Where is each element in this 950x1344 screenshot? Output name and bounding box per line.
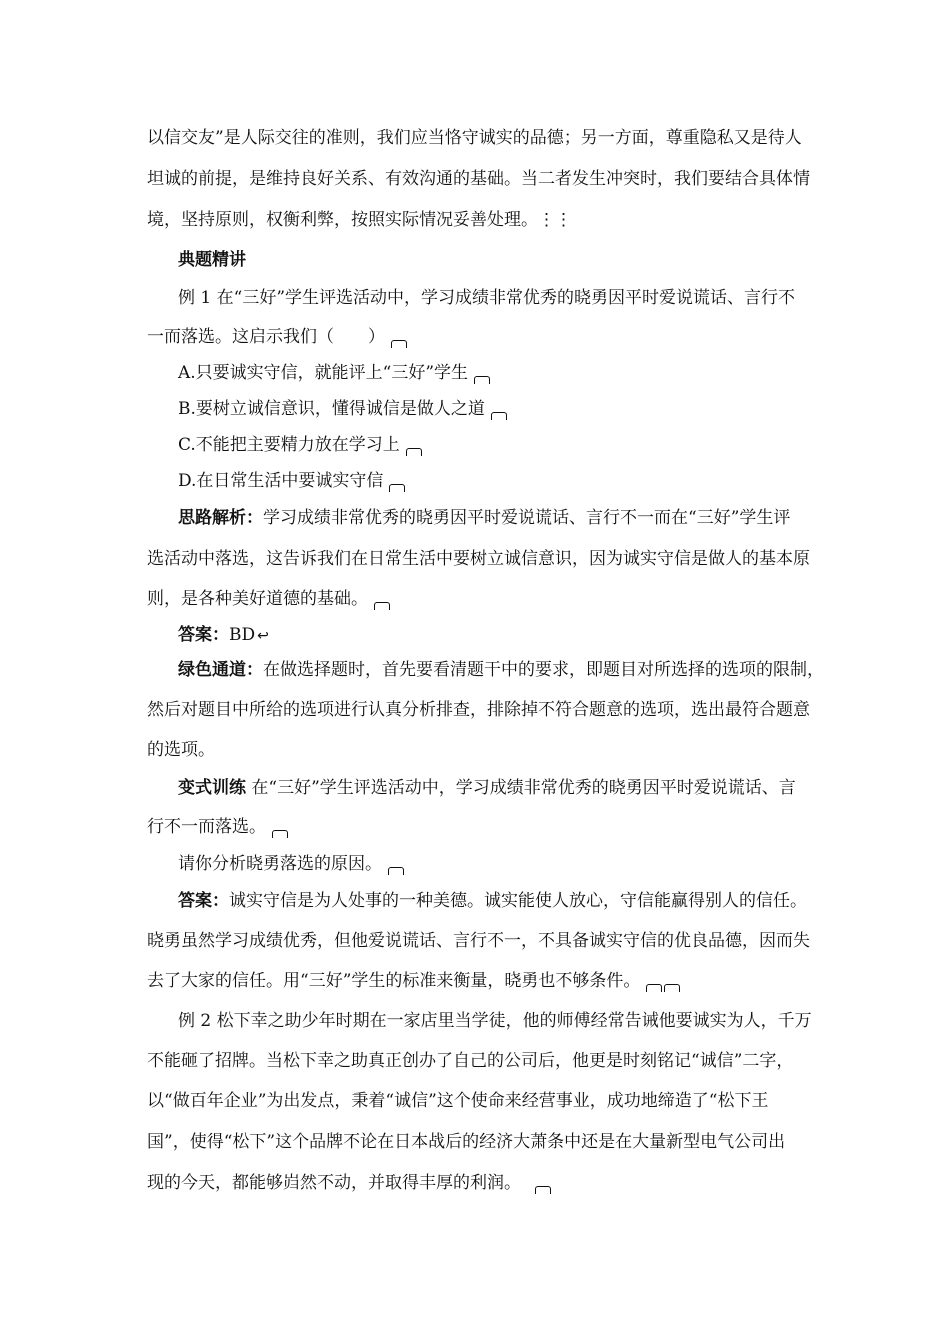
option-d bbox=[178, 470, 405, 492]
example2-line-1: 例 2 松下幸之助少年时期在一家店里当学徒，他的师傅经常告诫他要诚实为人，千万 bbox=[178, 1011, 812, 1031]
analysis-text-1: 学习成绩非常优秀的晓勇因平时爱说谎话、言行不一而在“三好”学生评 bbox=[263, 508, 791, 528]
green-channel-line-3: 的选项。 bbox=[147, 740, 215, 760]
green-channel-label: 绿色通道： bbox=[178, 660, 263, 680]
return-mark-icon bbox=[389, 484, 405, 492]
return-mark-icon bbox=[374, 602, 390, 610]
return-mark-icon bbox=[391, 340, 407, 348]
return-arrow-icon: ↩ bbox=[257, 628, 269, 644]
answer2-text-3: 去了大家的信任。用“三好”学生的标准来衡量，晓勇也不够条件。 bbox=[147, 971, 641, 991]
return-mark-icon bbox=[406, 448, 422, 456]
intro-line-2: 坦诚的前提，是维持良好关系、有效沟通的基础。当二者发生冲突时，我们要结合具体情 bbox=[147, 169, 810, 189]
variant-question-text: 请你分析晓勇落选的原因。 bbox=[178, 854, 382, 874]
answer1-value: BD bbox=[229, 625, 256, 645]
example2-line-5 bbox=[147, 1172, 551, 1194]
option-d-text: D.在日常生活中要诚实守信 bbox=[178, 471, 384, 491]
intro-line-3: 境，坚持原则，权衡利弊，按照实际情况妥善处理。⋮⋮ bbox=[147, 210, 572, 230]
section-title: 典题精讲 bbox=[178, 250, 246, 270]
option-b-text: B.要树立诚信意识，懂得诚信是做人之道 bbox=[178, 399, 485, 419]
return-mark-icon bbox=[474, 376, 490, 384]
analysis-line-3 bbox=[147, 588, 390, 610]
example1-line-2 bbox=[147, 326, 407, 348]
green-channel-text-1: 在做选择题时，首先要看清题干中的要求，即题目对所选择的选项的限制， bbox=[263, 660, 824, 680]
variant-line-1 bbox=[178, 777, 796, 799]
return-mark-icon bbox=[664, 984, 680, 992]
example1-line-2-text: 一而落选。这启示我们（ ） bbox=[147, 327, 385, 347]
variant-text-1: 在“三好”学生评选活动中，学习成绩非常优秀的晓勇因平时爱说谎话、言 bbox=[246, 778, 796, 798]
return-mark-icon bbox=[388, 867, 404, 875]
answer2-line-1 bbox=[178, 890, 807, 912]
example2-line-4: 国”，使得“松下”这个品牌不论在日本战后的经济大萧条中还是在大量新型电气公司出 bbox=[147, 1132, 786, 1152]
answer2-line-3 bbox=[147, 970, 680, 992]
example2-text-5: 现的今天，都能够岿然不动，并取得丰厚的利润。 bbox=[147, 1173, 521, 1193]
option-c bbox=[178, 434, 422, 456]
intro-line-1: 以信交友”是人际交往的准则，我们应当恪守诚实的品德；另一方面，尊重隐私又是待人 bbox=[147, 128, 802, 148]
return-mark-icon bbox=[646, 984, 662, 992]
green-channel-line-2: 然后对题目中所给的选项进行认真分析排查，排除掉不符合题意的选项，选出最符合题意 bbox=[147, 700, 810, 720]
variant-label: 变式训练 bbox=[178, 778, 246, 798]
variant-text-2: 行不一而落选。 bbox=[147, 817, 266, 837]
answer2-line-2: 晓勇虽然学习成绩优秀，但他爱说谎话、言行不一，不具备诚实守信的优良品德，因而失 bbox=[147, 931, 810, 951]
variant-line-2 bbox=[147, 816, 288, 838]
option-b bbox=[178, 398, 507, 420]
green-channel-line-1 bbox=[178, 659, 824, 681]
example2-line-3: 以“做百年企业”为出发点，秉着“诚信”这个使命来经营事业，成功地缔造了“松下王 bbox=[147, 1091, 769, 1111]
answer2-text-1: 诚实守信是为人处事的一种美德。诚实能使人放心，守信能赢得别人的信任。 bbox=[229, 891, 807, 911]
answer2-label: 答案： bbox=[178, 891, 229, 911]
answer1-line bbox=[178, 624, 269, 647]
option-c-text: C.不能把主要精力放在学习上 bbox=[178, 435, 400, 455]
analysis-text-3: 则，是各种美好道德的基础。 bbox=[147, 589, 368, 609]
analysis-line-1 bbox=[178, 507, 790, 529]
return-mark-icon bbox=[272, 830, 288, 838]
analysis-label: 思路解析： bbox=[178, 508, 263, 528]
answer1-label: 答案： bbox=[178, 625, 229, 645]
example1-line-1: 例 1 在“三好”学生评选活动中，学习成绩非常优秀的晓勇因平时爱说谎话、言行不 bbox=[178, 288, 796, 308]
return-mark-icon bbox=[491, 412, 507, 420]
example2-line-2: 不能砸了招牌。当松下幸之助真正创办了自己的公司后，他更是时刻铭记“诚信”二字， bbox=[147, 1051, 794, 1071]
variant-question bbox=[178, 853, 404, 875]
return-mark-icon bbox=[535, 1186, 551, 1194]
analysis-line-2: 选活动中落选，这告诉我们在日常生活中要树立诚信意识，因为诚实守信是做人的基本原 bbox=[147, 549, 810, 569]
option-a bbox=[178, 362, 490, 384]
option-a-text: A.只要诚实守信，就能评上“三好”学生 bbox=[178, 363, 469, 383]
